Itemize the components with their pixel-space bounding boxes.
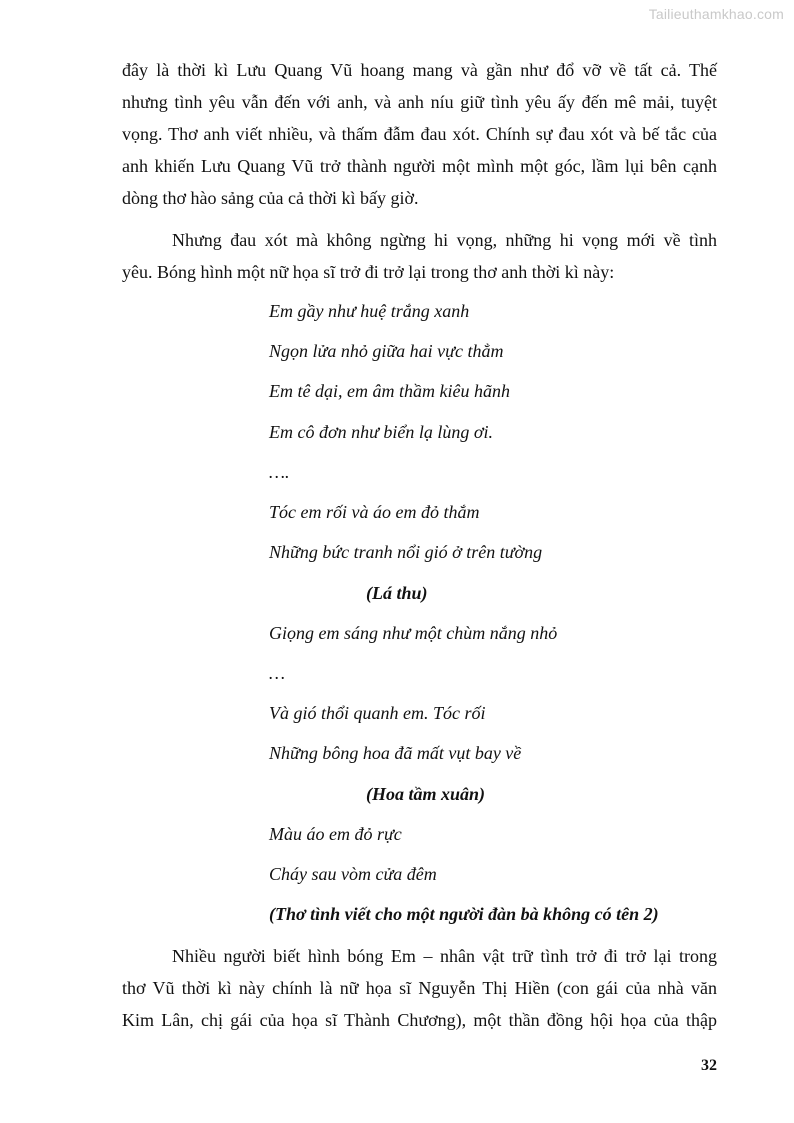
poem-ellipsis: … [269, 663, 286, 683]
poem-line: Tóc em rối và áo em đỏ thắm [269, 502, 480, 522]
poem-line: Ngọn lửa nhỏ giữa hai vực thẳm [269, 341, 504, 361]
poem-line: Cháy sau vòm cửa đêm [269, 864, 437, 884]
paragraph-1-line: đây là thời kì Lưu Quang Vũ hoang mang và gần như đổ vỡ về tất cả. Thế [122, 60, 717, 80]
poem-source: (Lá thu) [366, 583, 428, 603]
poem-line: Em tê dại, em âm thầm kiêu hãnh [269, 381, 510, 401]
paragraph-1-line: dòng thơ hào sảng của cả thời kì bấy giờ. [122, 188, 419, 208]
paragraph-3-line: Nhiều người biết hình bóng Em – nhân vật trữ tình trở đi trở lại trong [172, 946, 717, 966]
poem-line: Và gió thổi quanh em. Tóc rối [269, 703, 486, 723]
watermark: Tailieuthamkhao.com [648, 6, 784, 22]
poem-line: Giọng em sáng như một chùm nắng nhỏ [269, 623, 558, 643]
paragraph-1-line: nhưng tình yêu vẫn đến với anh, và anh níu giữ tình yêu ấy đến mê mải, tuyệt [122, 92, 717, 112]
poem-source: (Thơ tình viết cho một người đàn bà không có tên 2) [269, 904, 659, 924]
paragraph-2-line: yêu. Bóng hình một nữ họa sĩ trở đi trở lại trong thơ anh thời kì này: [122, 262, 615, 282]
poem-ellipsis: …. [269, 462, 290, 482]
poem-source: (Hoa tầm xuân) [366, 784, 486, 804]
page-number: 32 [701, 1057, 717, 1074]
poem-line: Những bông hoa đã mất vụt bay về [269, 743, 522, 763]
paragraph-2-line: Nhưng đau xót mà không ngừng hi vọng, những hi vọng mới về tình [172, 230, 717, 250]
poem-line: Em cô đơn như biển lạ lùng ơi. [269, 422, 494, 442]
poem-line: Em gầy như huệ trắng xanh [269, 301, 470, 321]
poem-line: Màu áo em đỏ rực [269, 824, 402, 844]
paragraph-3-line: Kim Lân, chị gái của họa sĩ Thành Chương), một thần đồng hội họa của thập [122, 1010, 717, 1030]
paragraph-1-line: anh khiến Lưu Quang Vũ trở thành người một mình một góc, lầm lụi bên cạnh [122, 156, 717, 176]
poem-line: Những bức tranh nổi gió ở trên tường [269, 542, 543, 562]
paragraph-1-line: vọng. Thơ anh viết nhiều, và thấm đẫm đau xót. Chính sự đau xót và bế tắc của [122, 124, 717, 144]
paragraph-3-line: thơ Vũ thời kì này chính là nữ họa sĩ Nguyễn Thị Hiền (con gái của nhà văn [122, 978, 717, 998]
